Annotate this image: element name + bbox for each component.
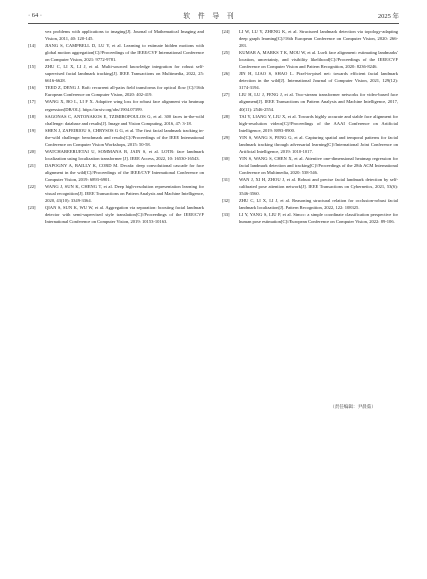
reference-number: [14]: [28, 43, 36, 49]
reference-number: [25]: [222, 50, 230, 56]
header-divider: [28, 23, 399, 24]
reference-entry: [222, 155, 398, 176]
reference-entry: [28, 98, 204, 112]
reference-entry: [222, 49, 398, 70]
reference-text: WANG J, SUN K, CHENG T, et al. Deep high-resolution representation learning for visual recognition[J]. IEEE Transactions on Pattern Analysis and Machine Intelligence, 2020, 43(10): 3349-3364.: [45, 184, 204, 204]
page-header: [28, 9, 399, 21]
reference-number: [15]: [28, 64, 36, 70]
references-right-column: [222, 28, 398, 225]
reference-entry: [28, 28, 204, 42]
reference-entry: [222, 91, 398, 112]
reference-number: [23]: [28, 205, 36, 211]
reference-number: [18]: [28, 113, 36, 119]
reference-entry: [28, 148, 204, 162]
reference-number: [20]: [28, 148, 36, 154]
reference-number: [22]: [28, 184, 36, 190]
responsible-editor: （责任编辑：尹晨茹）: [330, 404, 376, 409]
journal-title: 软 件 导 刊: [183, 13, 237, 20]
reference-text: YIN S, WANG S, CHEN X, et al. Attentive one-dimensional heatmap regression for facial landmark detection and tracking[C]//Proceedings of the 28th ACM International Conference on Multimedia, 2020: 538-546.: [239, 155, 398, 175]
reference-text: SHEN J, ZAFEIRIOU S, CHRYSOS G G, et al. The first facial landmark tracking in-the-wild challenge: benchmark and results[C]//Proceedings of the IEEE International Conference on Computer Vision Workshops, 2015: 50-58.: [45, 127, 204, 147]
reference-text: TAI Y, LIANG Y, LIU X, et al. Towards highly accurate and stable face alignment for high-resolution videos[C]//Proceedings of the AAAI Conference on Artificial Intelligence, 2019: 8893-8900.: [239, 113, 398, 133]
reference-entry: [222, 70, 398, 91]
reference-text: QIAN S, SUN K, WU W, et al. Aggregation via separation: boosting facial landmark detector with semi-supervised style translation[C]//Proceedings of the IEEE/CVF International Conference on Computer Vision, 2019: 10153-10163.: [45, 205, 204, 225]
reference-number: [32]: [222, 198, 230, 204]
reference-number: [21]: [28, 162, 36, 168]
reference-entry: [28, 42, 204, 63]
reference-number: [29]: [222, 134, 230, 140]
reference-number: [16]: [28, 85, 36, 91]
references-left-column: [28, 28, 204, 225]
reference-text: WAN J, XI H, ZHOU J, et al. Robust and precise facial landmark detection by self-calibrated pose attention network[J]. IEEE Transactions on Cybernetics, 2021, 53(6): 3546-3560.: [239, 176, 398, 197]
reference-number: [26]: [222, 71, 230, 77]
reference-entry: [28, 204, 204, 225]
reference-text: ZHU C, LI X, LI J, et al. Reasoning structural relation for occlusion-robust facial landmark localization[J]. Pattern Recognition, 2022, 122: 108325.: [239, 198, 398, 211]
reference-number: [19]: [28, 127, 36, 133]
reference-text: ZHU C, LI X, LI J, et al. Multi-sourced knowledge integration for robust self-supervised facial landmark tracking[J]. IEEE Transactions on Multimedia, 2022, 25: 6616-6628.: [45, 64, 204, 84]
reference-entry: [28, 84, 204, 98]
reference-text: vex problems with applications to imaging[J]. Journal of Mathematical Imaging and Vision, 2011, 40: 120-145.: [45, 29, 204, 42]
reference-text: WATCHAREERUETAI U, SOMMANA B, JAIN S, et al. LOTR: face landmark localization using localization transformer [J]. IEEE Access, 2022, 10: 16530-16543.: [45, 148, 204, 161]
reference-number: [30]: [222, 155, 230, 161]
reference-number: [17]: [28, 99, 36, 105]
reference-text: LI Y, YANG S, LIU P, et al. Simcc: a simple coordinate classification perspective for human pose estimation[C]//European Conference on Computer Vision, 2022: 89-106.: [239, 212, 398, 225]
reference-number: [33]: [222, 212, 230, 218]
reference-entry: [222, 134, 398, 155]
reference-entry: [28, 63, 204, 84]
reference-text: SAGONAS C, ANTONAKOS E, TZIMIROPOULOS G, et al. 300 faces in-the-wild challenge: database and results[J]. Image and Vision Computing, 2016, 47: 3-18.: [45, 113, 204, 126]
reference-entry: [222, 211, 398, 225]
reference-number: [27]: [222, 92, 230, 98]
page-number: · 64 ·: [28, 11, 43, 19]
reference-entry: [222, 176, 398, 197]
reference-number: [28, 28, 45, 42]
reference-text: TEED Z, DENG J. Raft: recurrent all-pairs field transforms for optical flow [C]//16th European Conference on Computer Vision, 2020: 402-419.: [45, 85, 204, 98]
reference-number: [24]: [222, 29, 230, 34]
reference-text: KUMAR A, MARKS T K, MOU W, et al. Luvli face alignment: estimating landmarks' location, uncertainty, and visibility likelihood[C]//Proceedings of the IEEE/CVF Conference on Computer Vision and Pattern Recognition, 2020: 8236-8246.: [239, 50, 398, 70]
reference-entry: [28, 183, 204, 204]
issue-year: 2025 年: [377, 12, 399, 20]
reference-text: JIANG S, CAMPBELL D, LU Y, et al. Learning to estimate hidden motions with global motion aggregation[C]//Proceedings of the IEEE/CVF International Conference on Computer Vision, 2021: 9772-9781.: [45, 43, 204, 63]
reference-number: [31]: [222, 176, 230, 182]
reference-number: [28]: [222, 113, 230, 119]
reference-entry: [28, 113, 204, 127]
reference-text: DAPOGNY A, BAILLY K, CORD M. Decafa: deep convolutional cascade for face alignment in the wild[C]//Proceedings of the IEEE/CVF International Conference on Computer Vision, 2019: 6893-6901.: [45, 162, 204, 182]
reference-text: YIN S, WANG S, PENG G, et al. Capturing spatial and temporal patterns for facial landmark tracking through adversarial learning[C]//International Joint Conference on Artificial Intelligence, 2019: 1010-1017.: [239, 134, 398, 154]
reference-entry: [28, 162, 204, 183]
reference-entry: [222, 113, 398, 134]
reference-entry: [28, 127, 204, 148]
reference-text: LI W, LU Y, ZHENG K, et al. Structured landmark detection via topology-adapting deep graph learning[C]//16th European Conference on Computer Vision, 2020: 266-283.: [239, 29, 398, 49]
reference-text: WANG X, BO L, LI F X. Adaptive wing loss for robust face alignment via heatmap regression[DB/OL]. https://arxiv.org/abs/1904.07399.: [45, 99, 204, 112]
reference-text: LIU H, LU J, FENG J, et al. Two-stream transformer networks for video-based face alignment[J]. IEEE Transactions on Pattern Analysis and Machine Intelligence, 2017, 40(11): 2546-2554.: [239, 92, 398, 112]
reference-entry: [222, 28, 398, 49]
reference-entry: [222, 197, 398, 211]
reference-text: JIN H, LIAO S, SHAO L. Pixel-in-pixel net: towards efficient facial landmark detection in the wild[J]. International Journal of Computer Vision, 2021, 129(12): 3174-3194.: [239, 71, 398, 91]
